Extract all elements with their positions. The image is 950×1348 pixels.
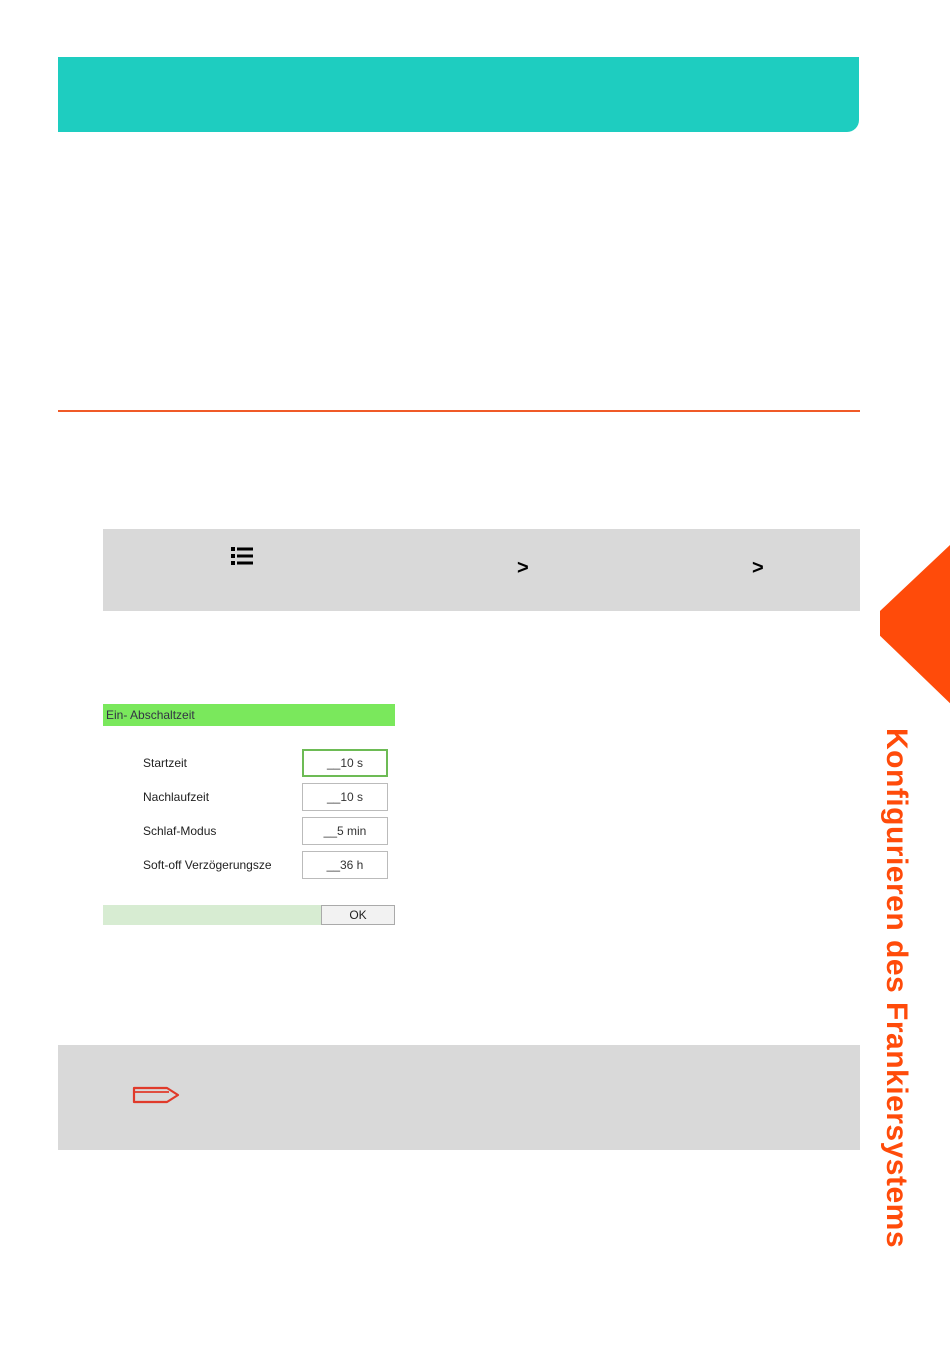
ok-button[interactable]: OK (321, 905, 395, 925)
soft-off-field[interactable]: __36 h (302, 851, 388, 879)
soft-off-label: Soft-off Verzögerungsze (143, 858, 272, 872)
pencil-note-icon (131, 1083, 181, 1107)
startzeit-field[interactable]: __10 s (302, 749, 388, 777)
startzeit-label: Startzeit (143, 756, 188, 770)
note-box (58, 1045, 860, 1150)
chapter-tab (880, 545, 950, 710)
nachlaufzeit-field[interactable]: __10 s (302, 783, 388, 811)
nachlaufzeit-label: Nachlaufzeit (143, 790, 210, 804)
schlaf-modus-label: Schlaf-Modus (143, 824, 217, 838)
menu-path-box (103, 529, 860, 611)
breadcrumb-separator: > (752, 557, 764, 579)
section-header-bar (58, 57, 859, 132)
chapter-title: Konfigurieren des Frankiersystems (880, 728, 913, 1249)
schlaf-modus-field[interactable]: __5 min (302, 817, 388, 845)
device-screen (103, 704, 395, 925)
breadcrumb-separator: > (517, 557, 529, 579)
screen-title: Ein- Abschaltzeit (103, 704, 395, 726)
section-divider (58, 410, 860, 412)
list-menu-icon (231, 545, 253, 567)
